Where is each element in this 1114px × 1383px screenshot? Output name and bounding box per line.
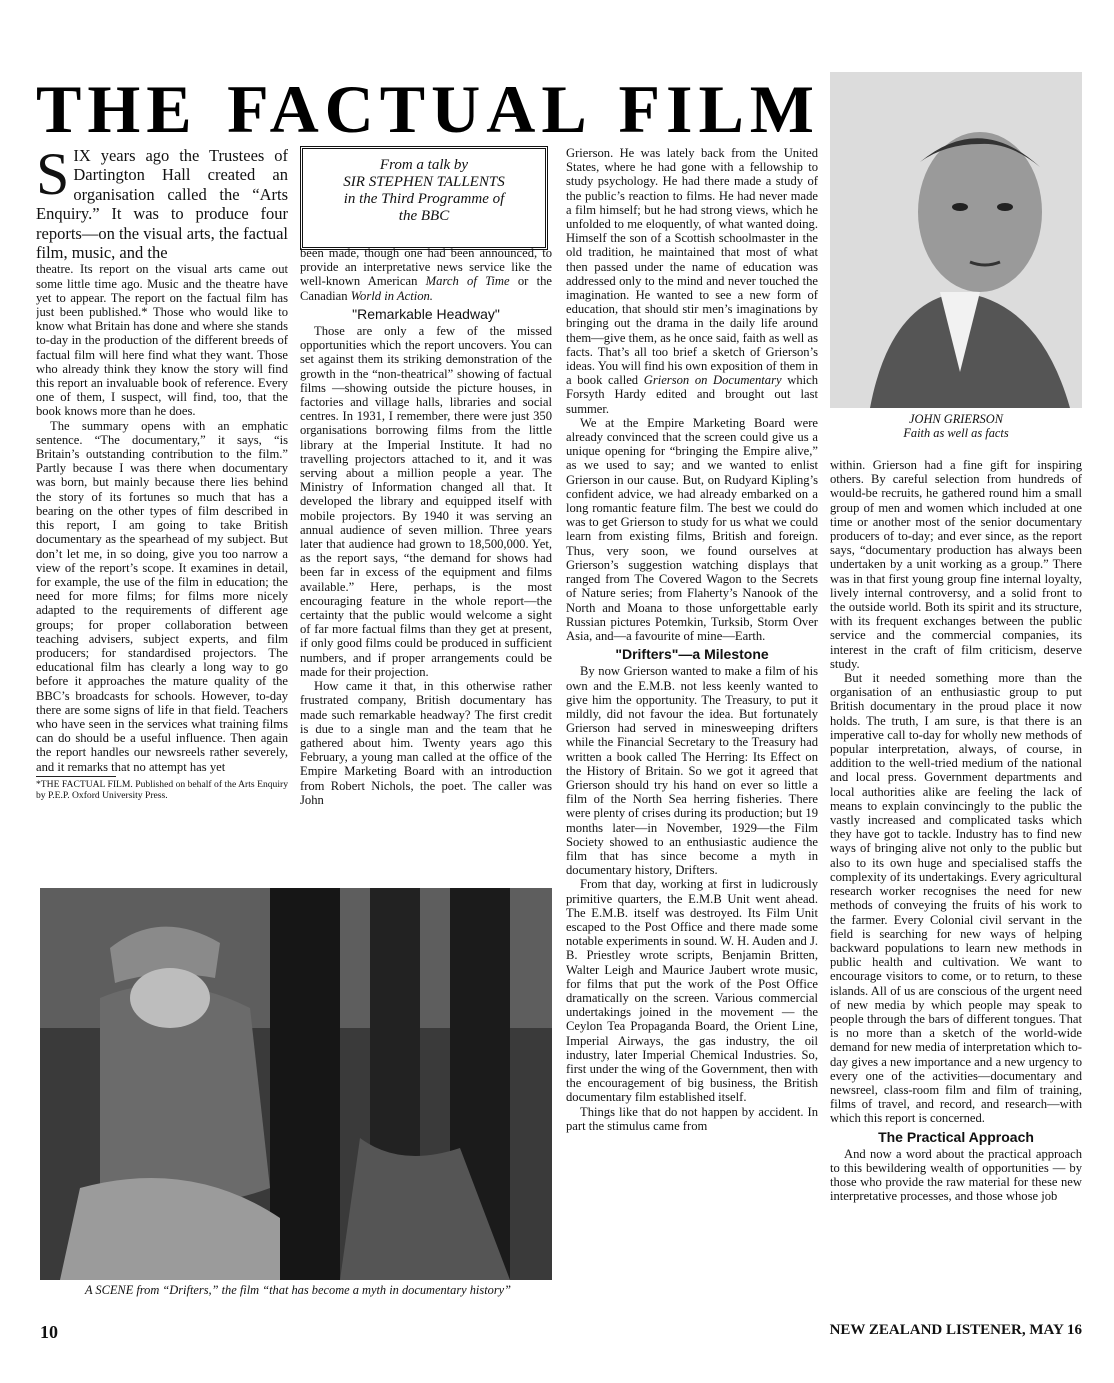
paragraph bbox=[300, 246, 552, 303]
paragraph: Things like that do not happen by accident. In part the stimulus came from bbox=[566, 1104, 818, 1133]
column-1 bbox=[36, 146, 288, 882]
portrait-image bbox=[830, 72, 1082, 408]
title-ref: World in Action. bbox=[350, 288, 433, 303]
fisherman-image bbox=[40, 888, 552, 1280]
text: been made, though one had been announced, to provide an interpretative news service like the well-known American bbox=[300, 246, 552, 289]
paragraph: And now a word about the practical approach to this bewildering wealth of opportunities — by those who provide the raw material for these new interpretative processes, and those whose job bbox=[830, 1146, 1082, 1204]
paragraph: How came it that, in this otherwise rather frustrated company, British documentary has made such remarkable headway? The first credit is due to a single man and the team that he gathered about him. Twenty years ago this February, a young man called at the office of the Empire Marketing Board with an introduction from Robert Nichols, the poet. The caller was John bbox=[300, 679, 552, 807]
grierson-portrait bbox=[830, 72, 1082, 408]
title-ref: Grierson on Documentary bbox=[643, 373, 782, 388]
footnote-rule bbox=[36, 776, 116, 777]
attribution-box bbox=[300, 146, 548, 250]
portrait-line: Faith as well as facts bbox=[903, 426, 1009, 440]
box-line: the BBC bbox=[398, 208, 450, 224]
headline: THE FACTUAL FILM bbox=[36, 71, 820, 147]
footnote: *THE FACTUAL FILM. Published on behalf of the Arts Enquiry by P.E.P. Oxford University Press. bbox=[36, 778, 288, 801]
page-number: 10 bbox=[40, 1322, 58, 1342]
column-3 bbox=[566, 146, 818, 1314]
column-2 bbox=[300, 246, 552, 876]
paragraph: By now Grierson wanted to make a film of his own and the E.M.B. not less keenly wanted to give him the opportunity. The Treasury, to put it mildly, did not favour the idea. But fortunately Grierson had served in minesweeping drifters while the Financial Secretary to the Treasury had written a book called The Herring: Its Effect on the History of Britain. So we got it agreed that Grierson should try his hand on ever so little a film of the North Sea herring fisheries. There were plenty of crises during its production; but 19 months later—in November, 1929—the Film Society showed to an enthusiastic audience the film that has since become a myth in documentary history, Drifters. bbox=[566, 664, 818, 878]
drop-cap: S bbox=[36, 146, 70, 207]
paragraph: We at the Empire Marketing Board were already convinced that the screen could give us a unique opening for “bringing the Empire alive,” as we used to say; and we wanted to enlist Grierson in our cause. But, on Rudyard Kipling’s confident advice, we had already embarked on a long romantic feature film. The best we could do was to get Grierson to study for us what we could learn from existing films, British and foreign. Thus, very soon, we found ourselves at Grierson’s suggestion watching displays that ranged from The Covered Wagon to the Secrets of Nature series; from Flaherty’s Nanook of the North and Moana to those unforgettable early Russian pictures Potemkin, Turksib, Storm Over Asia, and—a favourite of mine—Earth. bbox=[566, 415, 818, 643]
paragraph: The summary opens with an emphatic sentence. “The documentary,” it says, “is Britain’s outstanding contribution to the film.” Partly because I was there when documentary was born, but mainly because there lies behind the story of its fortunes so much that has a bearing on the other types of film described in this report, I am going to take British documentary as the spearhead of my subject. But don’t let me, in so doing, give you too narrow a view of the report’s scope. It examines in detail, for example, the use of the film in education; the need for more films; for films more nicely adapted to the requirements of different age groups; for proper collaboration between teaching advisers, subject experts, and film producers; for standardised projectors. The educational film has clearly a long way to go before it approaches the mature quality of the BBC’s broadcasts for schools. However, to-day there are some signs of life in that field. Teachers who have seen in the services what training films can do should be a useful influence. Then again the report handles our newsreels rather severely, and it remarks that no attempt has yet bbox=[36, 418, 288, 774]
paragraph: But it needed something more than the organisation of an enthusiastic group to put British documentary in the proud place it now holds. The truth, I am sure, is that there is an imperative call to-day for wholly new methods of popular interpretation, always, of course, in addition to the well-tried medium of the national and local press. Government departments and local authorities alike are feeling the lack of means to explain convincingly to the public the vastly increased and complicated tasks which they have got to tackle. Industry has to find new ways of bringing alive not only to the public but also to its own huge and specialised staffs the complexity of its undertakings. Every agricultural research worker recognises the need for new methods of conveying the fruits of his work to the farmer. Every Colonial civil servant in the field is searching for new ways of helping backward populations to learn new methods in public health and cultivation. We want to encourage visitors to come, or to return, to these islands. All of us are conscious of the urgent need of new media by which people may speak to people through the bars of different tongues. That is no more than a sketch of the world-wide demand for new media of interpretation which to-day gives a new importance and a new urgency to every one of the activities—documentary and newsreel, class-room film and film of training, films of travel, and record, and research—with which this report is concerned. bbox=[830, 671, 1082, 1126]
paragraph: theatre. Its report on the visual arts came out some little time ago. Music and the theatre have yet to appear. The report on the factual film has just been published.* Those who would like to know what Britain has done and where she stands to-day in the production of the different breeds of factual film will here find what they want. Those who already think they know the story will find this report an invaluable book of reference. Every one of them, I suspect, will find, too, that the book knows more than he does. bbox=[36, 262, 288, 419]
photo-caption: A SCENE from “Drifters,” the film “that has become a myth in documentary history” bbox=[84, 1283, 512, 1297]
paragraph bbox=[566, 146, 818, 416]
masthead: NEW ZEALAND LISTENER, MAY 16 bbox=[829, 1322, 1082, 1338]
text: or the Canadian bbox=[300, 274, 552, 303]
text: Grierson. He was lately back from the United States, where he had gone with a fellowship to study psychology. He had there made a study of the public’s reaction to films. He had never made a film himself; but he had strong views, which he unfolded to me eloquently, of what wanted doing. Himself the son of a Scottish schoolmaster in the old tradition, he maintained that most of what then passed under the name of education was addressed only to the mind and never touched the imagination. He wanted to see a new form of education, that should stir men’s imaginations by bringing out the drama in the daily life around them—give them, as he once said, faith as well as facts. That’s all too brief a sketch of Grierson’s ideas. You will find his own exposition of them in a book called bbox=[566, 146, 818, 388]
paragraph: From that day, working at first in ludicrously primitive quarters, the E.M.B Unit went ahead. The E.M.B. itself was destroyed. Its Film Unit escaped to the Post Office and there made some notable experiments in sound. W. H. Auden and J. B. Priestley wrote scripts, Benjamin Britten, Walter Leigh and Maurice Jaubert wrote music, for films that put the work of the Post Office dramatically on the screen. Various commercial undertakings joined in the movement — the Ceylon Tea Propaganda Board, the Orient Line, Imperial Airways, the gas industry, the oil industry, later Imperial Chemical Industries. So, first under the wing of the Government, then with the encouragement of big business, the British documentary film established itself. bbox=[566, 877, 818, 1105]
box-line: in the Third Programme of bbox=[343, 191, 505, 207]
subheading: "Drifters"—a Milestone bbox=[615, 646, 769, 663]
subheading: The Practical Approach bbox=[878, 1128, 1034, 1145]
box-line: From a talk by bbox=[379, 157, 469, 173]
subheading: "Remarkable Headway" bbox=[352, 305, 500, 322]
portrait-name: JOHN GRIERSON bbox=[909, 412, 1003, 426]
paragraph: Those are only a few of the missed opportunities which the report uncovers. You can set against them its striking demonstration of the growth in the “non-theatrical” showing of factual films —showing outside the picture houses, in factories and village halls, libraries and social centres. In 1931, I remember, there were just 350 organisations borrowing films from the little library at the Imperial Institute. It had no travelling projectors attached to it, and it was serving about a million people a year. The Ministry of Information changed all that. It developed the library and equipped itself with mobile projectors. By 1940 it was serving an annual audience of seven million. Three years later that audience had grown to 18,500,000. Yet, as the report says, “the demand for shows had been far in excess of the equipment and films available.” Here, perhaps, is the most encouraging feature in the whole report—the certainty that the public would welcome a sight of far more factual films than they get at present, if only good films could be produced in sufficient numbers, and if proper arrangements could be made for their projection. bbox=[300, 324, 552, 679]
portrait-caption bbox=[830, 412, 1082, 440]
title-ref: March of Time bbox=[425, 274, 510, 289]
paragraph: within. Grierson had a fine gift for inspiring others. By careful selection from hundreds of would-be recruits, he gathered round him a small group of men and women which included at one time or another most of the senior documentary producers of to-day; and ever since, as the report says, “documentary production has always been undertaken by a unit working as a group.” There was in that first young group fine internal loyalty, lively internal controversy, and a solid front to the outside world. Both its spirit and its structure, with its frequent exchanges between the public service and the commercial companies, its interest in the craft of film criticism, deserve study. bbox=[830, 458, 1082, 671]
lead-paragraph bbox=[36, 146, 288, 262]
box-author: SIR STEPHEN TALLENTS bbox=[343, 174, 505, 190]
lead-text: IX years ago the Trustees of Dartington Hall created an organisation called the “Arts Enquiry.” It was to produce four reports—on the visual arts, the factual film, music, and the bbox=[36, 146, 288, 263]
drifters-photo bbox=[40, 888, 552, 1280]
column-4 bbox=[830, 458, 1082, 1314]
text: which Forsyth Hardy edited and brought out last summer. bbox=[566, 373, 818, 416]
